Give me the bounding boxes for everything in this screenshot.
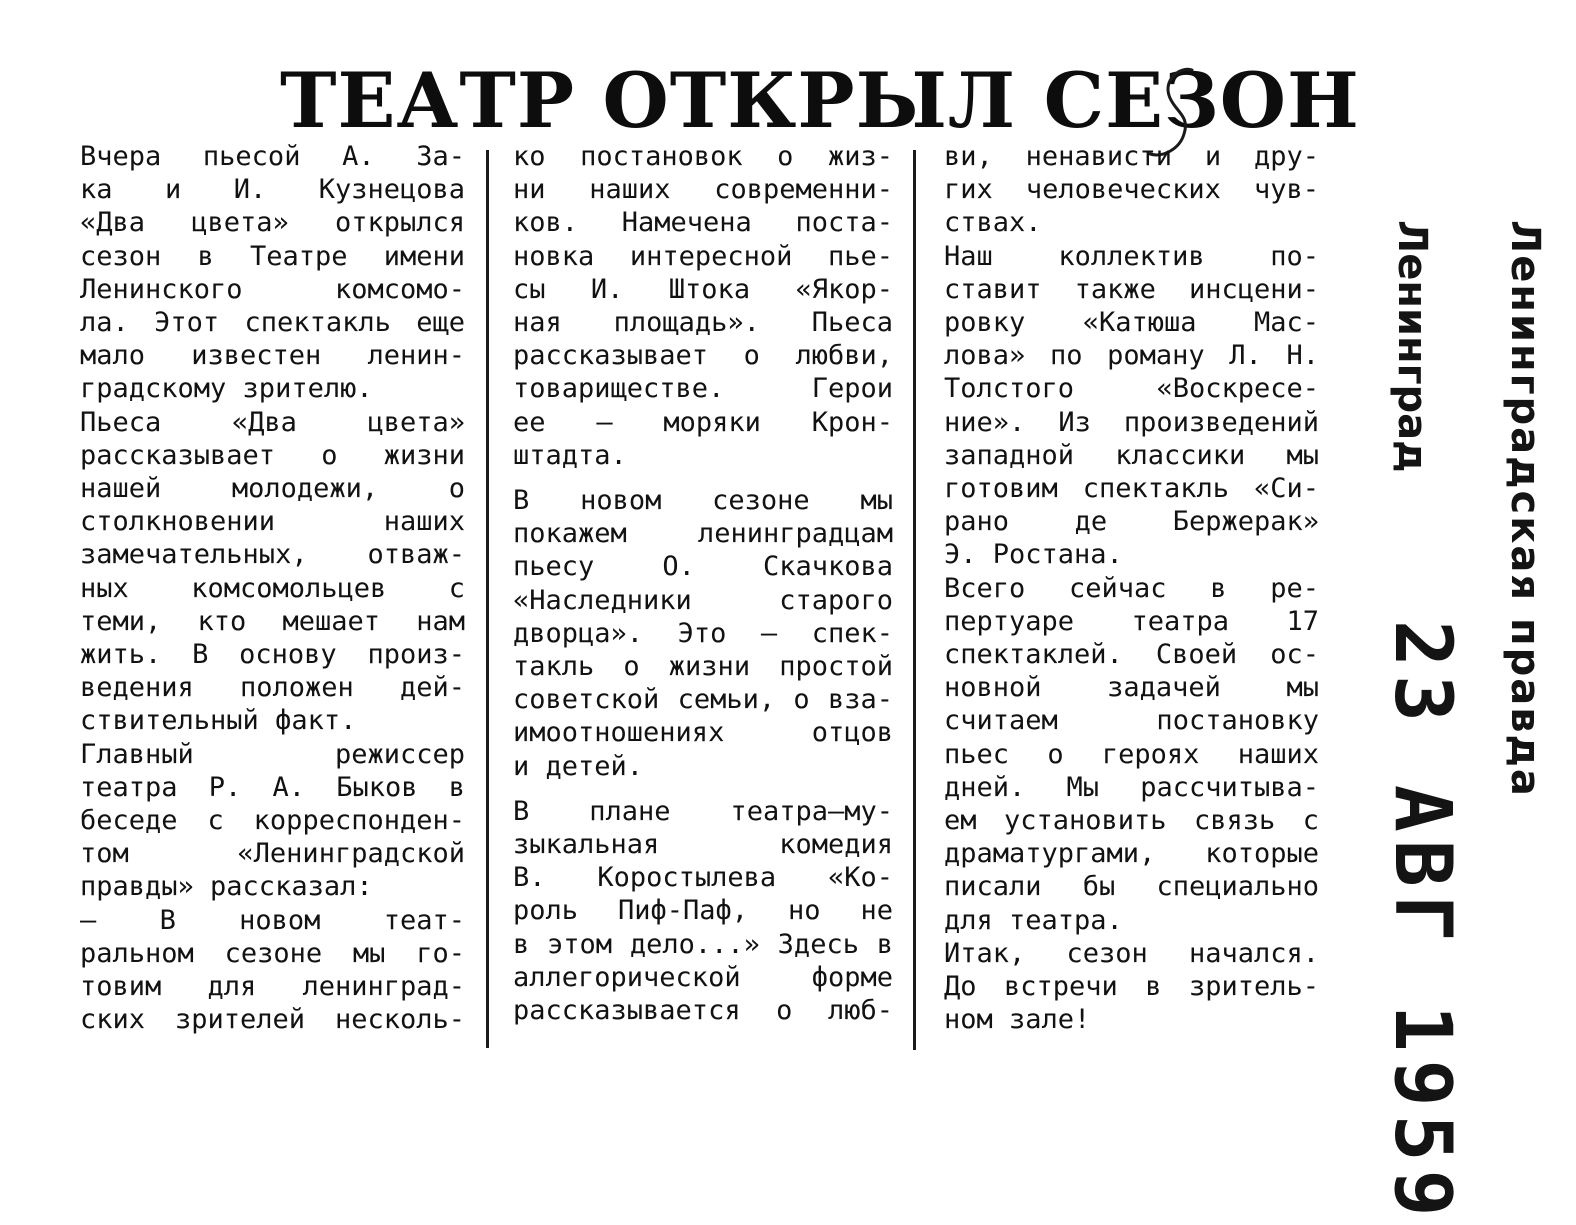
text-line: теми, кто мешает нам <box>80 605 465 637</box>
text-line: Э. Ростана. <box>944 539 1123 571</box>
text-line: зыкальная комедия <box>513 829 893 861</box>
text-line: рассказывается о люб- <box>513 995 893 1027</box>
text-line: гих человеческих чув- <box>944 174 1319 206</box>
text-line: и детей. <box>513 750 644 782</box>
text-line: новка интересной пье- <box>513 240 893 272</box>
text-line: советской семьи, о вза- <box>513 684 893 716</box>
text-line: Ленинского комсомо- <box>80 273 465 305</box>
text-line: пьесу О. Скачкова <box>513 551 893 583</box>
text-line: роль Пиф-Паф, но не <box>513 895 893 927</box>
text-line: в этом дело...» Здесь в <box>513 928 893 960</box>
text-line: пьес о героях наших <box>944 738 1319 770</box>
text-line: покажем ленинградцам <box>513 518 893 550</box>
text-line: Толстого «Воскресе- <box>944 373 1319 405</box>
text-line: ем установить связь с <box>944 805 1319 837</box>
text-line: дней. Мы рассчитыва- <box>944 771 1319 803</box>
text-line: ровку «Катюша Мас- <box>944 307 1319 339</box>
article-column-2 <box>513 140 893 1027</box>
text-line: В плане театра—му- <box>513 795 893 827</box>
text-line: для театра. <box>944 904 1123 936</box>
stamp-newspaper: Ленинградская правда <box>1502 220 1548 798</box>
text-line: том «Ленинградской <box>80 838 465 870</box>
text-line: Всего сейчас в ре- <box>944 572 1319 604</box>
text-line: ских зрителей несколь- <box>80 1004 465 1036</box>
article-headline: ТЕАТР ОТКРЫЛ СЕЗОН <box>280 56 1360 145</box>
text-line: ном зале! <box>944 1004 1091 1036</box>
text-line: пертуаре театра 17 <box>944 605 1319 637</box>
text-line: Наш коллектив по- <box>944 240 1319 272</box>
text-line: ная площадь». Пьеса <box>513 307 893 339</box>
column-divider <box>486 150 489 1048</box>
text-line: театра Р. А. Быков в <box>80 771 465 803</box>
text-line: ков. Намечена поста- <box>513 207 893 239</box>
text-line: Вчера пьесой А. За- <box>80 141 465 172</box>
text-line: западной классики мы <box>944 439 1319 471</box>
stamp-city: Ленинград <box>1389 220 1435 473</box>
text-line: товариществе. Герои <box>513 373 893 405</box>
text-line: сы И. Штока «Якор- <box>513 273 893 305</box>
text-line: штадта. <box>513 439 627 471</box>
text-line: нашей молодежи, о <box>80 473 465 505</box>
text-line: рассказывает о любви, <box>513 340 893 372</box>
text-line: ствительный факт. <box>80 705 357 737</box>
stamp-date: 23 АВГ 1959 <box>1377 620 1467 1225</box>
text-line: ко постановок о жиз- <box>513 141 893 172</box>
text-line: До встречи в зритель- <box>944 971 1319 1003</box>
text-line: аллегорической форме <box>513 961 893 993</box>
text-line: спектаклей. Своей ос- <box>944 639 1319 671</box>
text-line: мало известен ленин- <box>80 340 465 372</box>
text-line: «Два цвета» открылся <box>80 207 465 239</box>
text-line: ви, ненависти и дру- <box>944 141 1319 172</box>
text-line: готовим спектакль «Си- <box>944 473 1319 505</box>
text-line: считаем постановку <box>944 705 1319 737</box>
text-line: лова» по роману Л. Н. <box>944 340 1319 372</box>
text-line: такль о жизни простой <box>513 651 893 683</box>
column-divider <box>913 150 916 1050</box>
text-line: правды» рассказал: <box>80 871 373 903</box>
archive-stamp <box>1342 220 1552 1225</box>
text-line: товим для ленинград- <box>80 971 465 1003</box>
text-line: ставит также инсцени- <box>944 273 1319 305</box>
text-line: ние». Из произведений <box>944 406 1319 438</box>
text-line: ных комсомольцев с <box>80 572 465 604</box>
article-column-3 <box>944 140 1319 1036</box>
text-line: рано де Бержерак» <box>944 506 1319 538</box>
text-line: ствах. <box>944 207 1042 239</box>
text-line: Пьеса «Два цвета» <box>80 406 465 438</box>
text-line: ее — моряки Крон- <box>513 406 893 438</box>
text-line: В новом сезоне мы <box>513 485 893 517</box>
text-line: градскому зрителю. <box>80 373 373 405</box>
text-line: ведения положен дей- <box>80 672 465 704</box>
text-line: сезон в Театре имени <box>80 240 465 272</box>
text-line: ка и И. Кузнецова <box>80 174 465 206</box>
text-line: Главный режиссер <box>80 738 465 770</box>
text-line: столкновении наших <box>80 506 465 538</box>
text-line: В. Коростылева «Ко- <box>513 862 893 894</box>
text-line: Итак, сезон начался. <box>944 937 1319 969</box>
text-line: беседе с корреспонден- <box>80 805 465 837</box>
text-line: ни наших современни- <box>513 174 893 206</box>
text-line: рассказывает о жизни <box>80 439 465 471</box>
text-line: драматургами, которые <box>944 838 1319 870</box>
text-line: имоотношениях отцов <box>513 717 893 749</box>
text-line: писали бы специально <box>944 871 1319 903</box>
text-line: ральном сезоне мы го- <box>80 937 465 969</box>
text-line: — В новом теат- <box>80 904 465 936</box>
text-line: ла. Этот спектакль еще <box>80 307 465 339</box>
text-line: замечательных, отваж- <box>80 539 465 571</box>
text-line: новной задачей мы <box>944 672 1319 704</box>
text-line: дворца». Это — спек- <box>513 617 893 649</box>
text-line: «Наследники старого <box>513 584 893 616</box>
text-line: жить. В основу произ- <box>80 639 465 671</box>
article-column-1 <box>80 140 465 1036</box>
